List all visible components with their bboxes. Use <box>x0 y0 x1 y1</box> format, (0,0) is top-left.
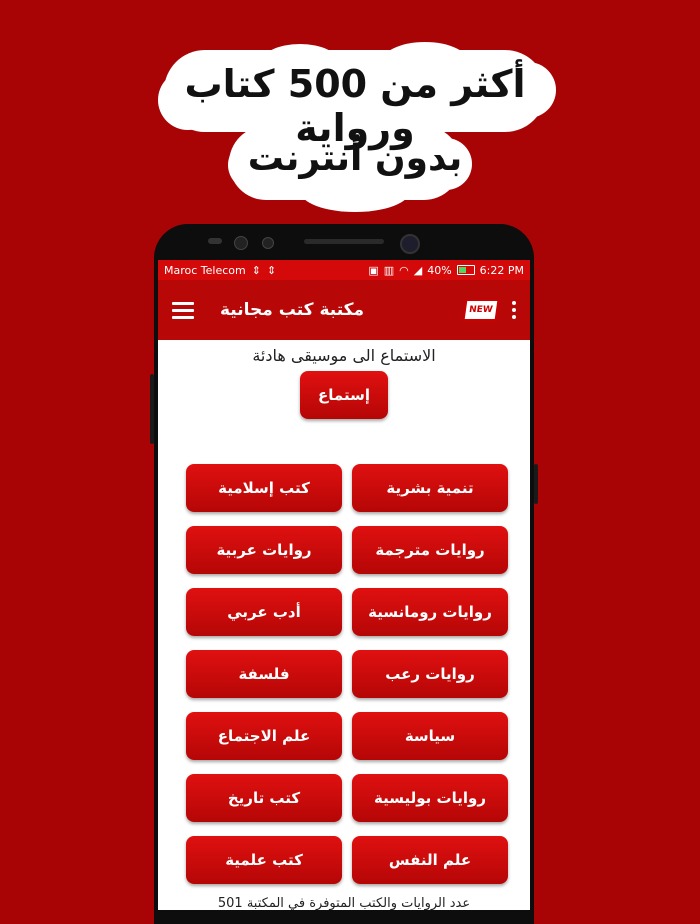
category-button[interactable]: روايات عربية <box>186 526 342 574</box>
category-button[interactable]: سياسة <box>352 712 508 760</box>
category-button[interactable]: فلسفة <box>186 650 342 698</box>
headline-line-1: أكثر من 500 كتاب ورواية <box>184 62 526 150</box>
hamburger-icon[interactable] <box>172 302 194 319</box>
listen-button[interactable]: إستماع <box>300 371 388 419</box>
status-bar <box>158 260 530 280</box>
book-count-text: عدد الروايات والكتب المتوفرة في المكتبة 501 <box>217 896 471 910</box>
volume-button <box>150 374 154 444</box>
category-button[interactable]: علم النفس <box>352 836 508 884</box>
category-button[interactable]: كتب علمية <box>186 836 342 884</box>
category-button[interactable]: علم الاجتماع <box>186 712 342 760</box>
usb-icon: ⇕ <box>266 263 277 277</box>
power-button <box>534 464 538 504</box>
category-button[interactable]: روايات بوليسية <box>352 774 508 822</box>
vibrate-icon: ▥ <box>383 263 395 277</box>
camera-icon <box>400 234 420 254</box>
app-bar <box>158 280 530 340</box>
earpiece <box>304 239 384 244</box>
new-badge-icon[interactable]: NEW <box>463 299 500 321</box>
category-button[interactable]: أدب عربي <box>186 588 342 636</box>
category-button[interactable]: روايات رومانسية <box>352 588 508 636</box>
signal-icon: ◢ <box>413 263 423 277</box>
carrier-label: Maroc Telecom <box>164 263 246 277</box>
kebab-icon[interactable] <box>512 301 516 319</box>
phone-frame <box>154 224 534 924</box>
category-button[interactable]: تنمية بشرية <box>352 464 508 512</box>
sensor-icon <box>262 237 274 249</box>
sensor-icon <box>234 236 248 250</box>
category-button[interactable]: كتب إسلامية <box>186 464 342 512</box>
battery-icon <box>457 265 475 275</box>
battery-percent: 40% <box>427 263 452 277</box>
headline-line-2: بدون أنترنت <box>247 138 463 179</box>
app-screen <box>158 260 530 910</box>
usb-icon: ⇕ <box>251 263 261 277</box>
wifi-icon: ◠ <box>399 263 409 277</box>
sensor-icon <box>208 238 222 244</box>
category-button[interactable]: كتب تاريخ <box>186 774 342 822</box>
clock: 6:22 PM <box>479 263 524 277</box>
nfc-icon: ▣ <box>368 263 379 277</box>
listen-prompt: الاستماع الى موسيقى هادئة <box>252 346 436 365</box>
category-button[interactable]: روايات رعب <box>352 650 508 698</box>
app-title: مكتبة كتب مجانية <box>220 300 365 320</box>
category-button[interactable]: روايات مترجمة <box>352 526 508 574</box>
category-grid <box>186 464 508 884</box>
